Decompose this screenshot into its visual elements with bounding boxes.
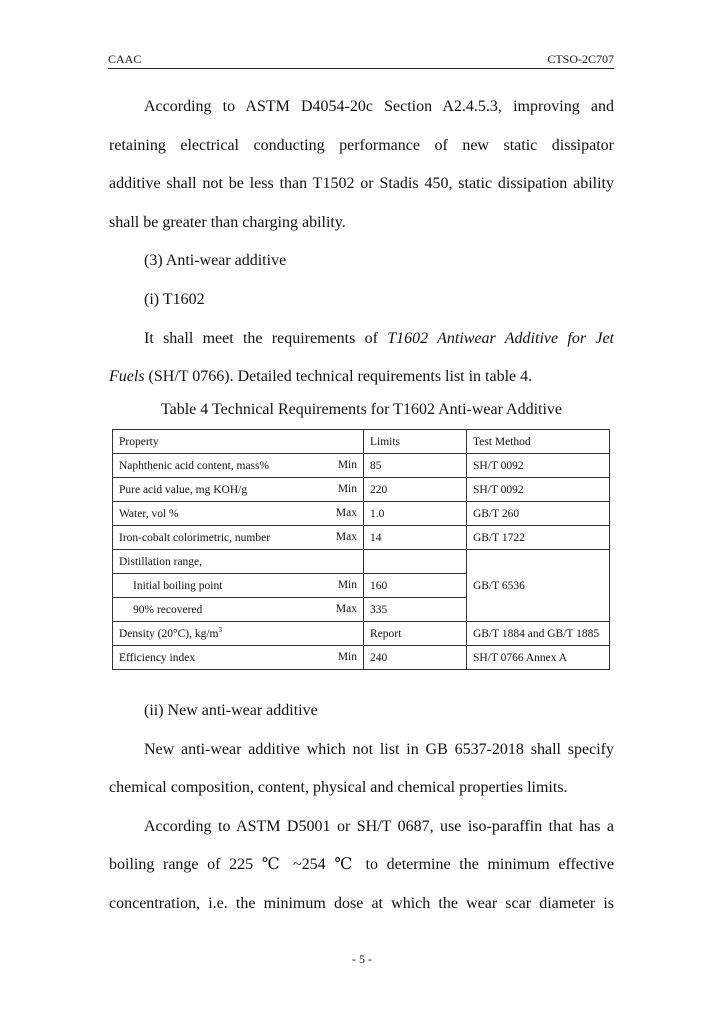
cell-property [113, 622, 364, 646]
cell-limit-value: 240 [364, 646, 467, 670]
cell-property [113, 598, 364, 622]
header-method: Test Method [467, 430, 610, 454]
cell-property [113, 502, 364, 526]
cell-method: SH/T 0766 Annex A [467, 646, 610, 670]
header-property: Property [113, 430, 364, 454]
table-header-row [113, 430, 610, 454]
cell-property [113, 574, 364, 598]
requirements-table [112, 429, 610, 670]
section-heading-anti-wear: (3) Anti-wear additive [144, 252, 287, 270]
cell-property [113, 550, 364, 574]
para1-line1: According to ASTM D4054-20c Section A2.4.5.3, improving and [144, 98, 614, 115]
para1-line3: additive shall not be less than T1502 or Stadis 450, static dissipation ability [109, 175, 614, 193]
table-row [113, 646, 610, 670]
req-line2-title: Fuels [109, 368, 145, 386]
new-additive-section [109, 692, 614, 924]
para1-line4: shall be greater than charging ability. [109, 213, 346, 231]
property-label: Naphthenic acid content, mass% [119, 459, 270, 472]
property-label: Iron-cobalt colorimetric, number [119, 531, 271, 544]
table-row [113, 526, 610, 550]
intro-section [109, 88, 614, 397]
limit-type: Min [337, 579, 357, 591]
item-new-anti-wear: (ii) New anti-wear additive [144, 702, 318, 719]
page-header [108, 52, 614, 69]
limit-type: Min [337, 483, 357, 495]
cell-method: SH/T 0092 [467, 454, 610, 478]
table-row [113, 454, 610, 478]
header-doc-id: CTSO-2C707 [547, 52, 614, 66]
cell-limit-value: 335 [364, 598, 467, 622]
limit-type: Min [337, 651, 357, 663]
para3-line3: concentration, i.e. the minimum dose at which the wear scar diameter is [109, 894, 614, 912]
limit-type: Min [337, 459, 357, 471]
property-label: Initial boiling point [133, 579, 223, 592]
para2-line1: New anti-wear additive which not list in GB 6537-2018 shall specify [144, 740, 614, 758]
item-t1602: (i) T1602 [144, 290, 205, 308]
property-label: Density (20°C), kg/m [119, 627, 219, 640]
cell-method: GB/T 1884 and GB/T 1885 [467, 622, 610, 646]
cell-property [113, 454, 364, 478]
cell-limit-value: 1.0 [364, 502, 467, 526]
cell-limit-value: 220 [364, 478, 467, 502]
page-number: - 5 - [352, 952, 372, 966]
para1-line2: retaining electrical conducting performance of new static dissipator [109, 136, 614, 154]
req-line1 [109, 320, 614, 359]
cell-method: GB/T 260 [467, 502, 610, 526]
property-label: 90% recovered [133, 603, 203, 616]
header-limits: Limits [364, 430, 467, 454]
table-row [113, 550, 610, 574]
para2-line2: chemical composition, content, physical and chemical properties limits. [109, 779, 568, 797]
req-line2-text: (SH/T 0766). Detailed technical requirements list in table 4. [144, 368, 533, 386]
req-line1-title: T1602 Antiwear Additive for Jet [387, 329, 614, 347]
para3-line1: According to ASTM D5001 or SH/T 0687, use iso-paraffin that has a [144, 817, 614, 835]
cell-limit-value: 85 [364, 454, 467, 478]
req-line1-text: It shall meet the requirements of [144, 329, 388, 347]
cell-limit-value [364, 550, 467, 574]
para3-line2: boiling range of 225 ℃ ~254 ℃ to determine the minimum effective [109, 856, 614, 874]
cell-method: SH/T 0092 [467, 478, 610, 502]
property-label: Efficiency index [119, 651, 196, 664]
cell-property [113, 526, 364, 550]
cell-property [113, 478, 364, 502]
table-caption: Table 4 Technical Requirements for T1602 Anti-wear Additive [160, 401, 563, 418]
property-label: Water, vol % [119, 507, 179, 520]
table-row [113, 622, 610, 646]
req-line2 [109, 358, 614, 397]
unit-superscript: 3 [218, 625, 222, 634]
cell-method: GB/T 1722 [467, 526, 610, 550]
limit-type: Max [335, 507, 357, 519]
cell-method-merged: GB/T 6536 [467, 550, 610, 622]
cell-limit-value: 160 [364, 574, 467, 598]
header-org: CAAC [108, 52, 142, 66]
table-row [113, 478, 610, 502]
cell-limit-value: Report [364, 622, 467, 646]
cell-property [113, 646, 364, 670]
limit-type: Max [335, 531, 357, 543]
property-label: Distillation range, [119, 555, 203, 568]
table-row [113, 502, 610, 526]
cell-limit-value: 14 [364, 526, 467, 550]
limit-type: Max [335, 603, 357, 615]
property-label: Pure acid value, mg KOH/g [119, 483, 248, 496]
